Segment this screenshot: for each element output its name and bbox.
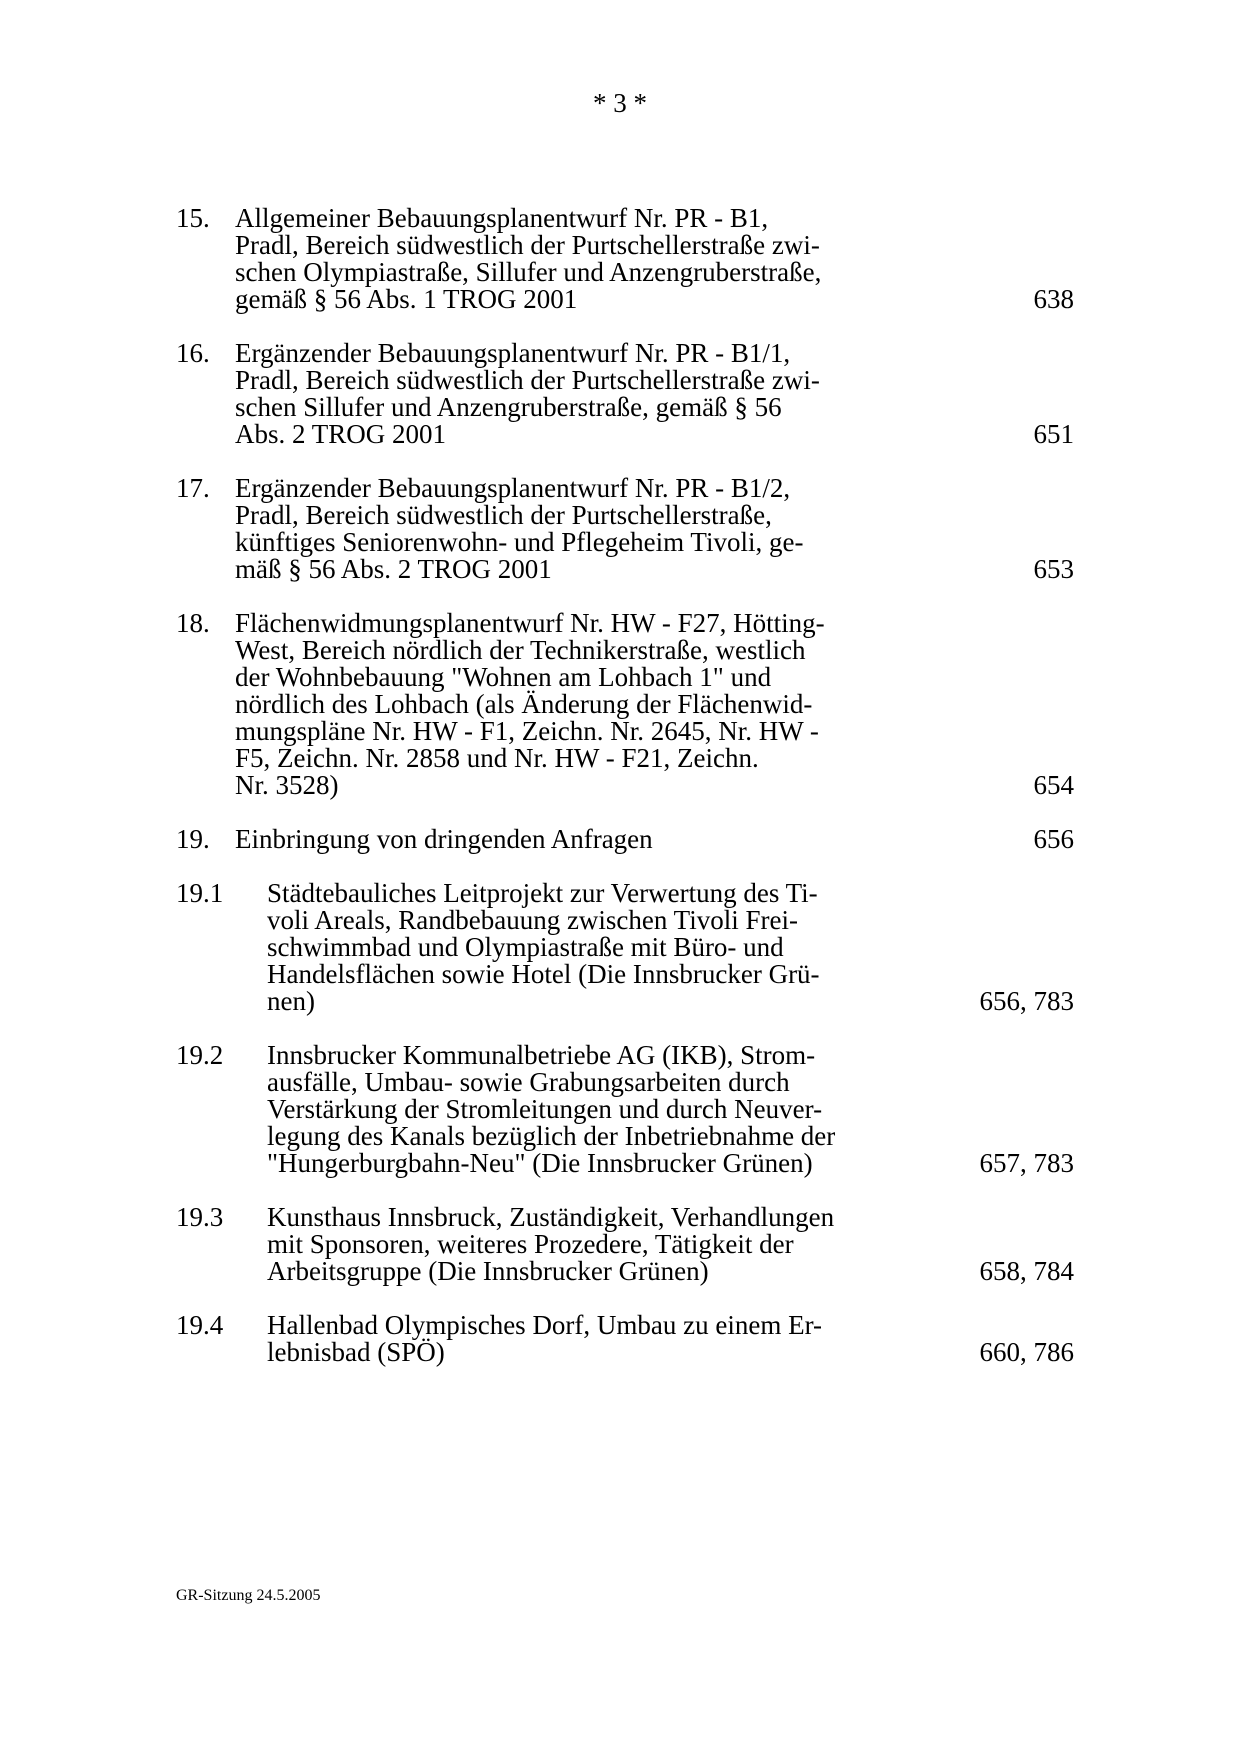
entry-text: [235, 826, 653, 853]
entry-text: [267, 1204, 834, 1285]
toc-entry-17: [176, 475, 1074, 583]
toc-entry-16: [176, 340, 1074, 448]
page-number: * 3 *: [593, 88, 647, 118]
entry-text-line: Ergänzender Bebauungsplanentwurf Nr. PR - B1/2,: [235, 473, 791, 503]
entry-pages: 638: [1033, 284, 1074, 314]
entry-text-line: der Wohnbebauung "Wohnen am Lohbach 1" und: [235, 662, 772, 692]
entry-text-line: Allgemeiner Bebauungsplanentwurf Nr. PR - B1,: [235, 203, 769, 233]
footer-session-date: GR-Sitzung 24.5.2005: [176, 1587, 321, 1604]
entry-text-line: mäß § 56 Abs. 2 TROG 2001: [235, 554, 552, 584]
entry-text-line: Flächenwidmungsplanentwurf Nr. HW - F27, Hötting-: [235, 608, 825, 638]
entry-text-line: künftiges Seniorenwohn- und Pflegeheim Tivoli, ge-: [235, 527, 804, 557]
entry-pages: 653: [1033, 554, 1074, 584]
entry-text-line: Abs. 2 TROG 2001: [235, 419, 447, 449]
entry-text-line: Hallenbad Olympisches Dorf, Umbau zu einem Er-: [267, 1310, 823, 1340]
entry-text-line: Verstärkung der Stromleitungen und durch Neuver-: [267, 1094, 823, 1124]
entry-text-line: "Hungerburgbahn-Neu" (Die Innsbrucker Grünen): [267, 1148, 813, 1178]
entry-text-line: nördlich des Lohbach (als Änderung der Flächenwid-: [235, 689, 813, 719]
entry-pages: 651: [1033, 419, 1074, 449]
entry-pages: 656, 783: [979, 986, 1074, 1016]
entry-text-line: Handelsflächen sowie Hotel (Die Innsbrucker Grü-: [267, 959, 820, 989]
entry-number: 19.2: [176, 1040, 224, 1070]
entry-text-line: lebnisbad (SPÖ): [267, 1337, 445, 1367]
entry-text-line: Kunsthaus Innsbruck, Zuständigkeit, Verhandlungen: [267, 1202, 835, 1232]
entry-text-line: Pradl, Bereich südwestlich der Purtschellerstraße,: [235, 500, 772, 530]
toc-entry-19-2: [176, 1042, 1074, 1177]
entry-text-line: Ergänzender Bebauungsplanentwurf Nr. PR - B1/1,: [235, 338, 791, 368]
toc-entry-18: [176, 610, 1074, 799]
toc-entry-15: [176, 205, 1074, 313]
toc-entry-19: [176, 826, 1074, 853]
entry-text-line: schen Sillufer und Anzengruberstraße, gemäß § 56: [235, 392, 782, 422]
entry-text-line: nen): [267, 986, 315, 1016]
entry-text-line: Innsbrucker Kommunalbetriebe AG (IKB), Strom-: [267, 1040, 816, 1070]
entry-text-line: Einbringung von dringenden Anfragen: [235, 824, 653, 854]
entry-text: [235, 475, 803, 583]
entry-text-line: mit Sponsoren, weiteres Prozedere, Tätigkeit der: [267, 1229, 794, 1259]
entry-number: 19.4: [176, 1310, 224, 1340]
entry-text-line: gemäß § 56 Abs. 1 TROG 2001: [235, 284, 578, 314]
entry-pages: 656: [1033, 824, 1074, 854]
entry-text-line: legung des Kanals bezüglich der Inbetriebnahme der: [267, 1121, 836, 1151]
entry-text-line: schwimmbad und Olympiastraße mit Büro- und: [267, 932, 784, 962]
entry-text-line: ausfälle, Umbau- sowie Grabungsarbeiten durch: [267, 1067, 790, 1097]
entry-text-line: mungspläne Nr. HW - F1, Zeichn. Nr. 2645, Nr. HW -: [235, 716, 819, 746]
entry-number: 19.3: [176, 1202, 224, 1232]
entry-number: 19.1: [176, 878, 224, 908]
entry-text: [235, 205, 821, 313]
entry-text-line: Städtebauliches Leitprojekt zur Verwertung des Ti-: [267, 878, 818, 908]
entry-text-line: F5, Zeichn. Nr. 2858 und Nr. HW - F21, Zeichn.: [235, 743, 759, 773]
entry-text: [267, 1312, 822, 1366]
entry-text-line: Pradl, Bereich südwestlich der Purtschellerstraße zwi-: [235, 230, 820, 260]
entry-pages: 660, 786: [979, 1337, 1074, 1367]
entry-text: [235, 610, 825, 799]
entry-number: 19.: [176, 824, 210, 854]
toc-entry-19-1: [176, 880, 1074, 1015]
entry-number: 15.: [176, 203, 210, 233]
entry-text: [267, 1042, 835, 1177]
toc-entry-19-4: [176, 1312, 1074, 1366]
entry-text-line: Pradl, Bereich südwestlich der Purtschellerstraße zwi-: [235, 365, 820, 395]
entry-pages: 654: [1033, 770, 1074, 800]
entry-text-line: schen Olympiastraße, Sillufer und Anzengruberstraße,: [235, 257, 822, 287]
entry-text: [267, 880, 820, 1015]
entry-text-line: West, Bereich nördlich der Technikerstraße, westlich: [235, 635, 806, 665]
entry-text: [235, 340, 820, 448]
toc-entry-19-3: [176, 1204, 1074, 1285]
entry-number: 18.: [176, 608, 210, 638]
entry-pages: 657, 783: [979, 1148, 1074, 1178]
entry-text-line: Arbeitsgruppe (Die Innsbrucker Grünen): [267, 1256, 709, 1286]
entry-text-line: Nr. 3528): [235, 770, 339, 800]
entry-number: 16.: [176, 338, 210, 368]
entry-pages: 658, 784: [979, 1256, 1074, 1286]
entry-text-line: voli Areals, Randbebauung zwischen Tivoli Frei-: [267, 905, 798, 935]
entry-number: 17.: [176, 473, 210, 503]
